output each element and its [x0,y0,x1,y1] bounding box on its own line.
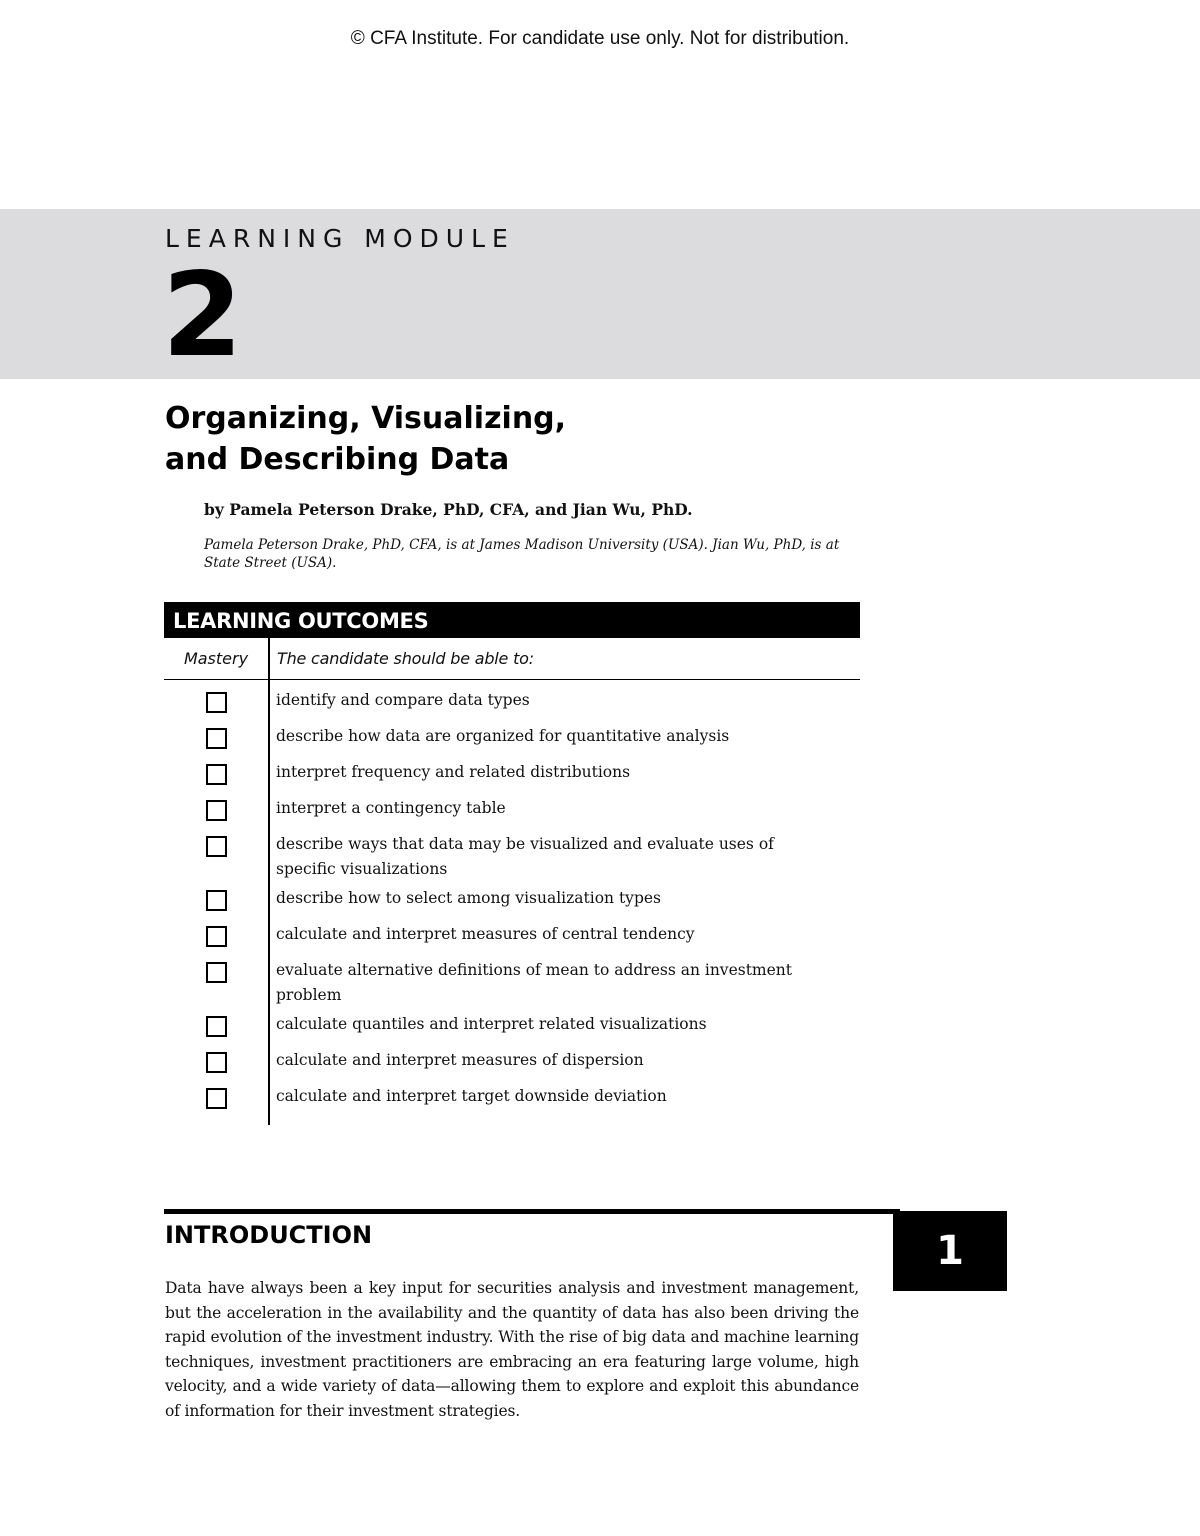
module-title-line-1: Organizing, Visualizing, [165,401,567,436]
mastery-checkbox[interactable] [206,1088,227,1109]
mastery-checkbox[interactable] [206,890,227,911]
learning-outcomes-list [164,686,860,1118]
learning-outcome-item [164,956,860,1010]
module-title [165,398,566,480]
learning-outcome-text: describe ways that data may be visualized and evaluate uses of specific visualizations [276,835,774,878]
introduction-heading: INTRODUCTION [165,1221,373,1249]
mastery-checkbox[interactable] [206,800,227,821]
learning-outcome-text: evaluate alternative definitions of mean to address an investment problem [276,961,793,1004]
mastery-column-label: Mastery [183,649,249,668]
learning-outcome-text: calculate quantiles and interpret related visualizations [276,1015,707,1033]
learning-outcome-item [164,794,860,830]
learning-outcome-text: identify and compare data types [276,691,530,709]
learning-outcome-text: calculate and interpret measures of central tendency [276,925,695,943]
candidate-column-label: The candidate should be able to: [277,649,534,668]
learning-outcome-text: calculate and interpret measures of dispersion [276,1051,644,1069]
mastery-checkbox[interactable] [206,926,227,947]
mastery-checkbox[interactable] [206,728,227,749]
copyright-notice: © CFA Institute. For candidate use only. Not for distribution. [350,28,850,49]
section-number-badge: 1 [893,1211,1007,1291]
learning-outcome-item [164,830,860,884]
module-label: LEARNING MODULE [165,224,515,253]
learning-outcome-item [164,884,860,920]
learning-outcome-item [164,1010,860,1046]
author-affiliation: Pamela Peterson Drake, PhD, CFA, is at James Madison University (USA). Jian Wu, PhD, is at State Street (USA). [204,537,840,571]
mastery-checkbox[interactable] [206,764,227,785]
mastery-checkbox[interactable] [206,1016,227,1037]
learning-outcome-text: interpret frequency and related distributions [276,763,631,781]
author-byline: by Pamela Peterson Drake, PhD, CFA, and Jian Wu, PhD. [204,500,693,519]
learning-outcome-item [164,920,860,956]
learning-outcome-item [164,1082,860,1118]
learning-outcome-text: calculate and interpret target downside deviation [276,1087,667,1105]
learning-outcome-item [164,1046,860,1082]
module-title-line-2: and Describing Data [165,442,510,477]
learning-outcomes-heading: LEARNING OUTCOMES [164,602,860,638]
learning-outcome-text: describe how data are organized for quantitative analysis [276,727,730,745]
introduction-paragraph: Data have always been a key input for securities analysis and investment management, but the acceleration in the availability and the quantity of data has also been driving the rapid evolution of the investment industry. With the rise of big data and machine learning techniques, investment practitioners are embracing an era featuring large volume, high velocity, and a wide variety of data—allowing them to explore and exploit this abundance of information for their investment strategies. [165,1279,859,1420]
mastery-checkbox[interactable] [206,692,227,713]
mastery-checkbox[interactable] [206,1052,227,1073]
mastery-checkbox[interactable] [206,836,227,857]
learning-outcome-item [164,758,860,794]
module-number: 2 [162,248,243,383]
learning-outcome-text: describe how to select among visualization types [276,889,661,907]
learning-outcome-item [164,722,860,758]
learning-outcome-text: interpret a contingency table [276,799,506,817]
learning-outcome-item [164,686,860,722]
mastery-checkbox[interactable] [206,962,227,983]
section-divider [164,1209,900,1214]
